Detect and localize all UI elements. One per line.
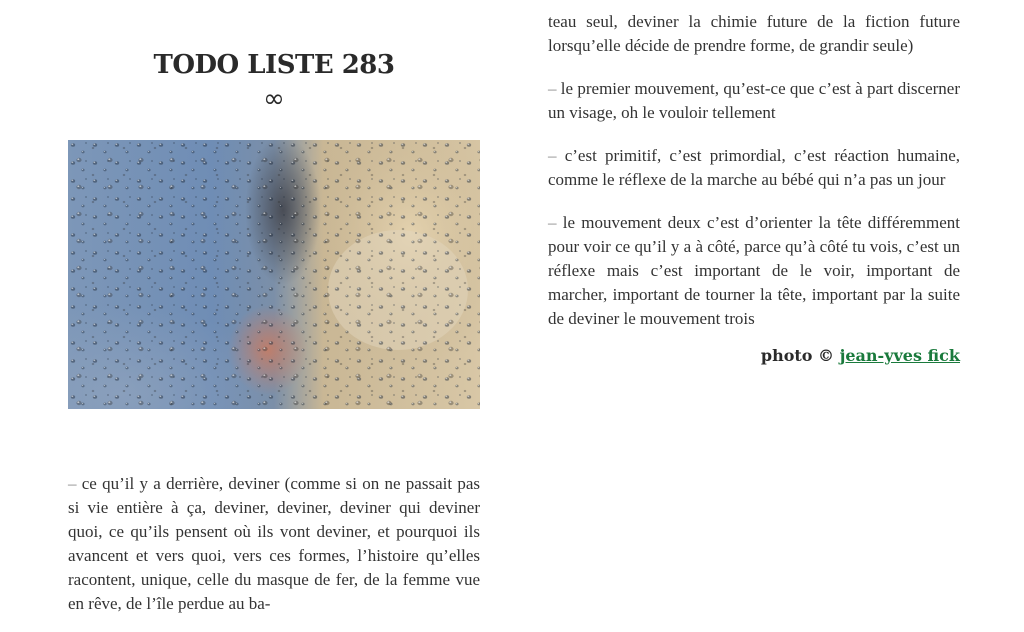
paragraph-text: ce qu’il y a derrière, deviner (comme si on ne passait pas si vie entière à ça, deviner, deviner, deviner qui deviner quoi, ce qu’ils pensent où ils vont deviner, et pourquoi ils avancent et vers quoi, vers ces formes, l’histoire qu’elles racontent, unique, celle du masque de fer, de la femme vue en rêve, de l’île perdue au ba- bbox=[68, 474, 480, 613]
paragraph-text: le premier mouvement, qu’est-ce que c’est à part discerner un visage, oh le vouloir tellement bbox=[548, 79, 960, 122]
infinity-icon: ∞ bbox=[263, 84, 285, 114]
paragraph bbox=[68, 472, 480, 616]
post-title: TODO LISTE 283 bbox=[153, 50, 395, 80]
paragraph-text: c’est primitif, c’est primordial, c’est réaction humaine, comme le réflexe de la marche au bébé qui n’a pas un jour bbox=[548, 146, 960, 189]
credit-prefix: photo © bbox=[760, 346, 834, 365]
right-paragraph-block bbox=[548, 10, 960, 365]
em-dash: – bbox=[68, 474, 77, 493]
post-photo bbox=[68, 140, 480, 409]
em-dash: – bbox=[548, 213, 557, 232]
left-paragraph-block bbox=[68, 472, 480, 616]
em-dash: – bbox=[548, 79, 557, 98]
em-dash: – bbox=[548, 146, 557, 165]
paragraph bbox=[548, 211, 960, 331]
photographer-link[interactable]: jean-yves fick bbox=[839, 346, 960, 365]
photo-credit bbox=[548, 346, 960, 365]
paragraph bbox=[548, 10, 960, 58]
paragraph bbox=[548, 77, 960, 125]
paragraph-text: teau seul, deviner la chimie future de la fiction future lorsqu’elle décide de prendre forme, de grandir seule) bbox=[548, 12, 960, 55]
paragraph-text: le mouvement deux c’est d’orienter la tête différemment pour voir ce qu’il y a à côté, parce qu’à côté tu vois, c’est un réflexe mais c’est important de le voir, important de marcher, important de tourner la tête, important par la suite de deviner le mouvement trois bbox=[548, 213, 961, 328]
paragraph bbox=[548, 144, 960, 192]
